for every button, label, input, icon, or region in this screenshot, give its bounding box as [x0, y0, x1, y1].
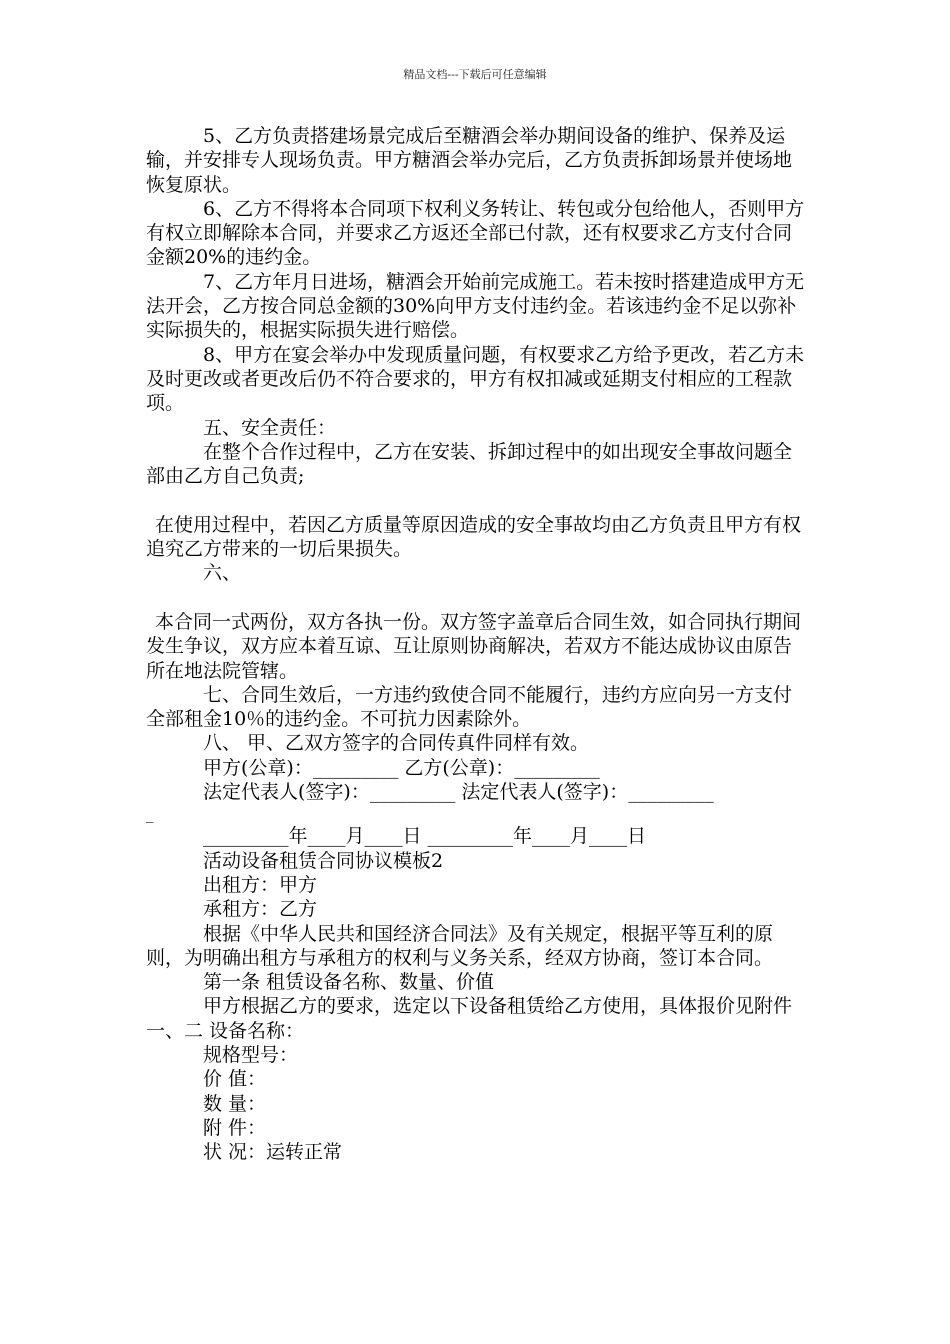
party-seal-line: 甲方(公章)：_________ 乙方(公章)：_________ [203, 756, 600, 779]
representative-sign-line: 法定代表人(签字)：_________ 法定代表人(签字)：_________ [203, 781, 714, 804]
safety-paragraph-1: 在整个合作过程中，乙方在安装、拆卸过程中的如出现安全事故问题全部由乙方自己负责; [146, 440, 793, 488]
attachment-line: 附 件： [203, 1116, 267, 1139]
clause-5: 5、乙方负责搭建场景完成后至糖酒会举办期间设备的维护、保养及运输，并安排专人现场负责。甲方糖酒会举办完后，乙方负责拆卸场景并使场地恢复原状。 [146, 125, 793, 196]
preamble-paragraph: 根据《中华人民共和国经济合同法》及有关规定，根据平等互利的原则，为明确出租方与承租方的权利与义务关系，经双方协商，签订本合同。 [146, 922, 774, 969]
section-heading-safety: 五、安全责任： [203, 416, 337, 439]
clause-8: 8、甲方在宴会举办中发现质量问题，有权要求乙方给予更改，若乙方未及时更改或者更改后仍不符合要求的，甲方有权扣减或延期支付相应的工程款项。 [146, 343, 805, 415]
clause-seven: 七、合同生效后，一方违约致使合同不能履行，违约方应向另一方支付全部租金10％的违约金。不可抗力因素除外。 [146, 683, 793, 731]
article-one-heading: 第一条 租赁设备名称、数量、价值 [203, 971, 495, 994]
clause-eight: 八、 甲、乙双方签字的合同传真件同样有效。 [203, 732, 590, 755]
clause-6: 6、乙方不得将本合同项下权利义务转让、转包或分包给他人，否则甲方有权立即解除本合同，并要求乙方返还全部已付款，还有权要求乙方支付合同金额20%的违约金。 [146, 197, 805, 269]
quantity-line: 数 量： [203, 1092, 267, 1115]
template-title: 活动设备租赁合同协议模板2 [203, 849, 444, 872]
copies-clause: 本合同一式两份，双方各执一份。双方签字盖章后合同生效，如合同执行期间发生争议，双方应本着互谅、互让原则协商解决，若双方不能达成协议由原告所在地法院管辖。 [146, 610, 802, 682]
sign-line-continuation: _ [146, 805, 154, 824]
article-one-paragraph: 甲方根据乙方的要求，选定以下设备租赁给乙方使用，具体报价见附件一、二 设备名称： [146, 995, 793, 1042]
lessor-line: 出租方：甲方 [203, 873, 318, 896]
page-header: 精品文档---下载后可任意编辑 [403, 68, 547, 81]
date-line: _________年____月____日 _________年____月____日 [203, 825, 647, 848]
value-line: 价 值： [203, 1068, 267, 1091]
spec-model-line: 规格型号： [203, 1043, 299, 1066]
safety-paragraph-2: 在使用过程中，若因乙方质量等原因造成的安全事故均由乙方负责且甲方有权追究乙方带来的一切后果损失。 [146, 513, 802, 561]
condition-line: 状 况：运转正常 [203, 1141, 343, 1164]
lessee-line: 承租方：乙方 [203, 898, 318, 921]
document-body [146, 124, 810, 1164]
section-heading-six: 六、 [203, 562, 242, 585]
clause-7: 7、乙方年月日进场，糖酒会开始前完成施工。若未按时搭建造成甲方无法开会，乙方按合同总金额的30%向甲方支付违约金。若该违约金不足以弥补实际损失的，根据实际损失进行赔偿。 [146, 270, 805, 342]
